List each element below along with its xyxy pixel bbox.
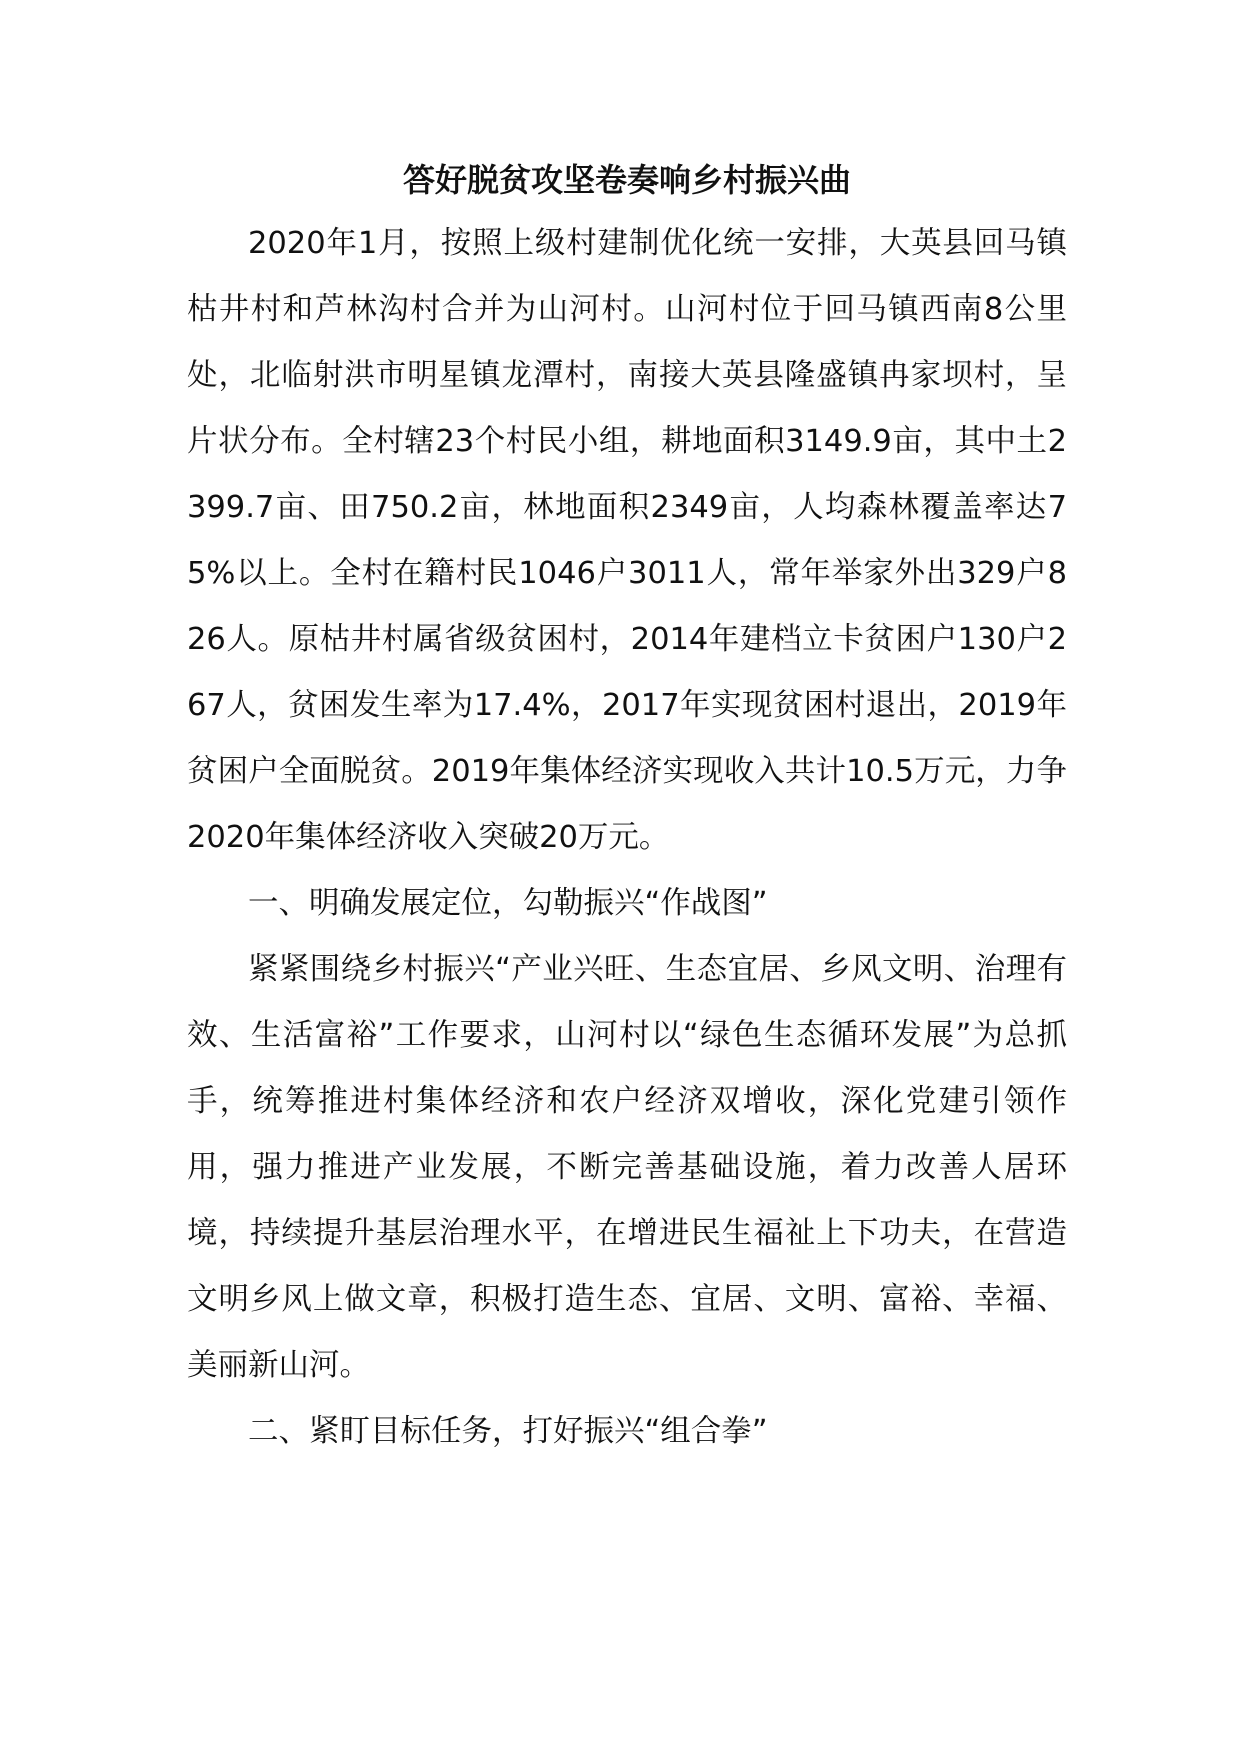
document-body bbox=[187, 160, 1067, 1465]
paragraph-overview: 2020年1月，按照上级村建制优化统一安排，大英县回马镇枯井村和芦林沟村合并为山河村。山河村位于回马镇西南8公里处，北临射洪市明星镇龙潭村，南接大英县隆盛镇冉家坝村，呈片状分布。全村辖23个村民小组，耕地面积3149.9亩，其中土2399.7亩、田750.2亩，林地面积2349亩，人均森林覆盖率达75%以上。全村在籍村民1046户3011人，常年举家外出329户826人。原枯井村属省级贫困村，2014年建档立卡贫困户130户267人，贫困发生率为17.4%，2017年实现贫困村退出，2019年贫困户全面脱贫。2019年集体经济实现收入共计10.5万元，力争2020年集体经济收入突破20万元。 bbox=[187, 226, 1067, 855]
paragraph-section-one: 紧紧围绕乡村振兴“产业兴旺、生态宜居、乡风文明、治理有效、生活富裕”工作要求，山河村以“绿色生态循环发展”为总抓手，统筹推进村集体经济和农户经济双增收，深化党建引领作用，强力推进产业发展，不断完善基础设施，着力改善人居环境，持续提升基层治理水平，在增进民生福祉上下功夫，在营造文明乡风上做文章，积极打造生态、宜居、文明、富裕、幸福、美丽新山河。 bbox=[187, 952, 1067, 1383]
section-heading-two: 二、紧盯目标任务，打好振兴“组合拳” bbox=[248, 1414, 768, 1449]
section-heading-one: 一、明确发展定位，勾勒振兴“作战图” bbox=[248, 886, 768, 921]
document-title: 答好脱贫攻坚卷奏响乡村振兴曲 bbox=[402, 161, 851, 199]
